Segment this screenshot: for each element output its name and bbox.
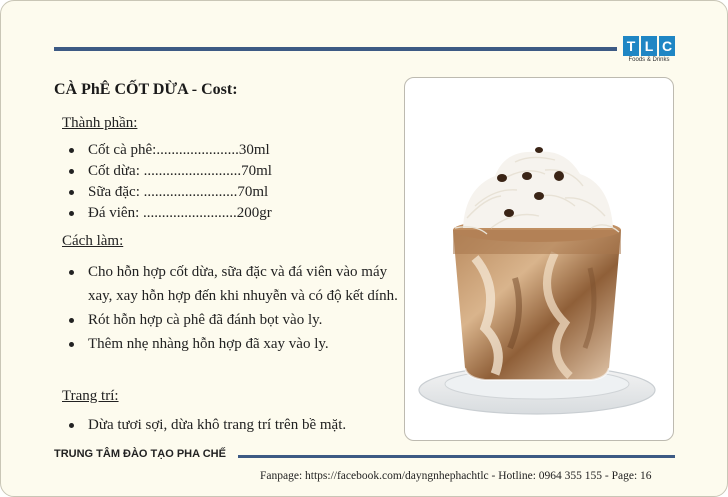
recipe-title: CÀ PhÊ CỐT DỪA - Cost: [54,81,238,98]
step-item: Rót hỗn hợp cà phê đã đánh bọt vào ly. [62,308,402,332]
logo-subtitle: Foods & Drinks [628,57,670,63]
garnish-list [62,413,402,437]
garnish-item: Dừa tươi sợi, dừa khô trang trí trên bề mặt. [62,413,402,437]
coconut-coffee-glass-illustration [405,78,673,440]
ingredients-list [62,140,272,224]
logo-letter-t: T [623,36,639,56]
logo-letter-c: C [659,36,675,56]
ingredient-item: Cốt cà phê:......................30ml [62,140,272,161]
tlc-logo [623,36,675,66]
ingredient-item: Cốt dừa: ..........................70ml [62,161,272,182]
method-heading: Cách làm: [62,233,124,249]
step-item: Thêm nhẹ nhàng hỗn hợp đã xay vào ly. [62,332,402,356]
center-name: TRUNG TÂM ĐÀO TẠO PHA CHẾ [54,448,226,460]
steps-list [62,260,402,356]
footer-contact: Fanpage: https://facebook.com/dayngnhephachtlc - Hotline: 0964 355 155 - Page: 16 [260,470,652,482]
ingredient-item: Đá viên: .........................200gr [62,203,272,224]
step-item: Cho hỗn hợp cốt dừa, sữa đặc và đá viên vào máy xay, xay hỗn hợp đến khi nhuyễn và có độ kết dính. [62,260,402,308]
drink-photo [404,77,674,441]
logo-letter-l: L [641,36,657,56]
garnish-heading: Trang trí: [62,388,119,404]
footer-rule [238,455,675,458]
ingredient-item: Sữa đặc: .........................70ml [62,182,272,203]
ingredients-heading: Thành phần: [62,115,138,131]
header-rule [54,47,617,51]
